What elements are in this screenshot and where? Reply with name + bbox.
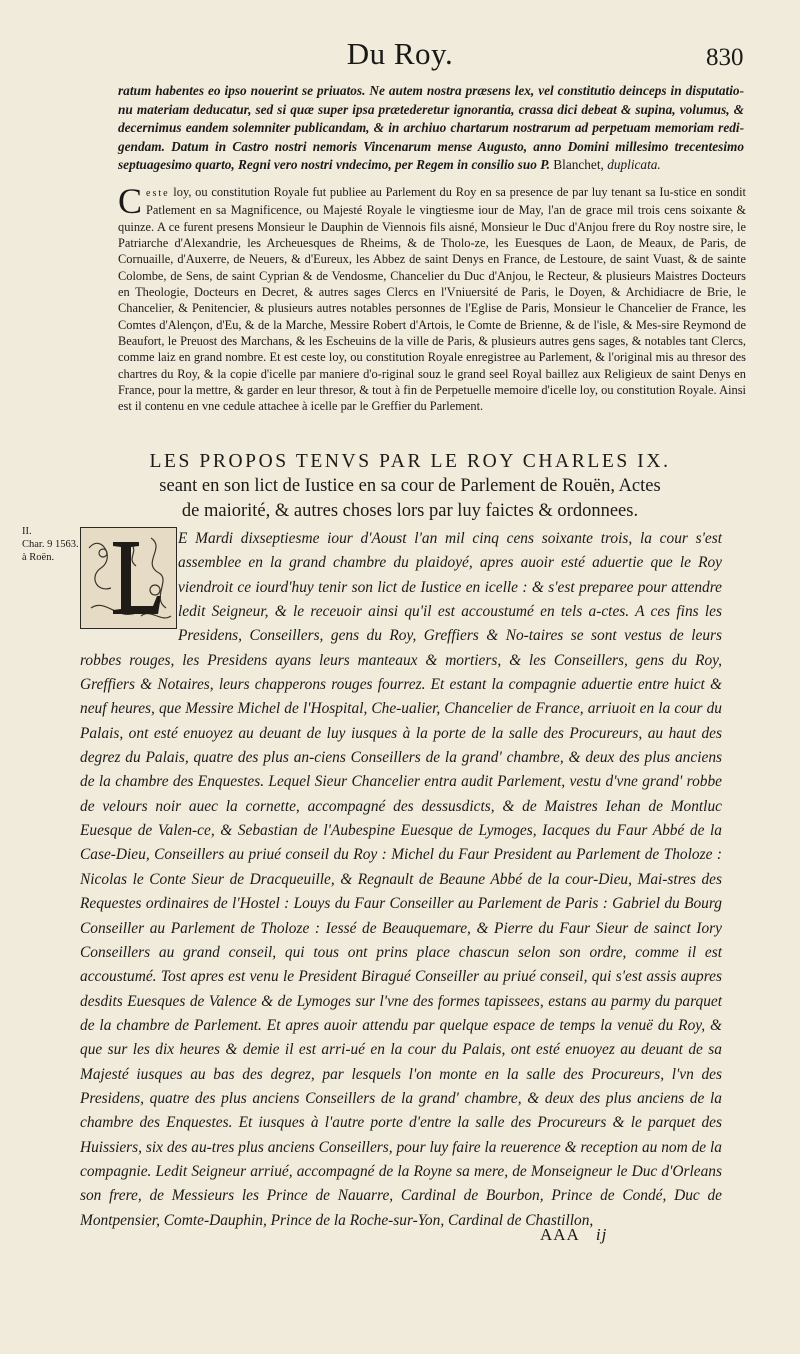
publication-note	[118, 181, 746, 415]
speech-body-text: E Mardi dixseptiesme iour d'Aoust l'an mil cinq cens soixante trois, la cour s'est assemblee en la grand chambre du plaidoyé, apres auoir esté aduertie que le Roy viendroit ce iourd'huy tenir son lict de Iustice en icelle : & s'est preparee pour attendre ledit Seigneur, & le receuoir ainsi qu'il est accoustumé en tels a-ctes. A ces fins les Presidens, Conseillers, gens du Roy, Greffiers & No-taires se sont vestus de leurs robbes rouges, les Presidens ayans leurs manteaux & mortiers, & les Conseillers, gens du Roy, Greffiers & Notaires, leurs chapperons rouges fourrez. Et estant la compagnie aduertie entre huict & neuf heures, que Messire Michel de l'Hospital, Che-ualier, Chancelier de France, arriuoit en la cour du Palais, ont esté enuoyez au deuant de luy iusques à la porte de la salle des Procureurs, au haut des degrez du Palais, quatre des plus an-ciens Conseillers de la grand' chambre, & deux des plus anciens de la chambre des Enquestes. Lequel Sieur Chancelier entra audit Parlement, vestu d'vne grand' robbe de velours noir auec la cornette, accompagné des dessusdicts, & de Maistres Iehan de Montluc Euesque de Valen-ce, & Sebastian de l'Aubespine Euesque de Lymoges, Iacques du Faur Abbé de la Case-Dieu, Conseillers au priué conseil du Roy : Michel du Faur President au Parlement de Tholoze : Nicolas le Conte Sieur de Dracqueuille, & Regnault de Beaune Abbé de la cour-Dieu, Mai-stres des Requestes ordinaires de l'Hostel : Louys du Faur Conseiller au Parlement de Paris : Gabriel du Bourg Conseiller au Parlement de Tholoze : Iessé de Beauquemare, & Pierre du Faur Sieur de sainct Iory Conseillers au grand conseil, qui tous ont prins place chascun selon son ordre, comme il est accoustumé. Tost apres est venu le President Biragué Conseiller au priué conseil, qui s'est assis aupres desdits Euesques de Valence & de Lymoges sur l'vne des formes tapissees, estans au parmy du parquet de la chambre de Parlement. Et apres auoir attendu par quelque espace de temps la venuë du Roy, & que sur les dix heures & demie il est arri-ué en la cour du Palais, ont esté enuoyez au deuant de sa Majesté iusques au bas des degrez, par lesquels l'on monte en la salle des Procureurs, l'vn des Presidens, quatre des plus anciens Conseillers de la grand' chambre, & deux des plus anciens de la chambre des Enquestes. Et iusques à l'autre porte d'entre la salle des Procureurs & le parquet des Huissiers, six des au-tres plus anciens Conseillers, pour luy faire la reuerence & reception au nom de la compagnie. Ledit Seigneur arriué, accompagné de la Royne sa mere, de Monseigneur le Duc d'Orleans son frere, de Messieurs les Prince de Nauarre, Cardinal de Bourbon, Prince de Condé, Duc de Montpensier, Comte-Dauphin, Prince de la Roche-sur-Yon, Cardinal de Chastillon,	[80, 530, 722, 1229]
signature-letters: AAA	[540, 1225, 580, 1244]
latin-signature-suffix: duplicata.	[607, 157, 661, 173]
note-body: loy, ou constitution Royale fut publiee au Parlement du Roy en sa presence de par luy tenant sa Iu-stice en sondit Patlement en sa Magnificence, ou Majesté Royale le vingtiesme iour de May, l'an de grace mil trois cens soixante & quinze. A ce furent presens Monsieur le Dauphin de Viennois fils aisné, Monsieur le Duc d'Anjou frere du Roy nostre sire, le Patriarche d'Alexandrie, les Archeuesques de Rheims, & de Tholo-ze, les Euesques de Laon, de Meaux, de Paris, de Cornuaille, d'Auxerre, de Neuers, & d'Eureux, les Abbez de saint Denys en France, de Lestoure, de saint Vuast, & de sainte Colombe, de Sens, de saint Cyprian & de Vendosme, Chancelier du Duc d'Anjou, le Recteur, & plusieurs Maistres Docteurs en Theologie, Docteurs en Decret, & autres sages Clercs en l'Vniuersité de Paris, le Doyen, & Archidiacre de Brie, le Chancelier, & Penitencier, & plusieurs autres notables personnes de l'Eglise de Paris, Monsieur le Chancelier de France, les Comtes d'Alençon, d'Eu, & de la Marche, Messire Robert d'Artois, le Comte de Brienne, & de l'isle, & Mes-sire Reymond de Beaufort, le Preuost des Marchans, & les Escheuins de la ville de Paris, & plusieurs autres gens sages, & notables tant Clercs, comme laiz en grand nombre. Et est ceste loy, ou constitution Royale enregistree au Parlement, & l'original mis au thresor des chartres du Roy, & la copie d'icelle par maniere d'o-riginal souz le grand seel Royal baillez aux Religieux de saint Denys en France, pour la mettre, & garder en leur thresor, & tout à fin de Perpetuelle memoire d'icelle loy, ou constitution Royale. Ainsi est il contenu en vne cedule attachee à icelle par le Greffier du Parlement.	[118, 185, 746, 414]
speech-heading-line1: LES PROPOS TENVS PAR LE ROY CHARLES IX.	[149, 451, 671, 472]
latin-signature: Blanchet,	[553, 157, 604, 173]
signature-number: ij	[595, 1225, 608, 1244]
note-initial: C	[118, 181, 143, 221]
running-title: Du Roy.	[346, 36, 454, 71]
signature-mark	[540, 1225, 607, 1245]
margin-note-line2: à Roën.	[22, 552, 55, 563]
speech-heading-line3: de maiorité, & autres choses lors par luy faictes & ordonnees.	[181, 501, 639, 521]
speech-heading	[60, 449, 760, 524]
speech-body	[80, 527, 722, 1233]
note-smallcaps: este	[146, 188, 170, 199]
margin-note-line1: Char. 9 1563.	[22, 539, 79, 550]
latin-body: ratum habentes eo ipso nouerint se priuatos. Ne autem nostra præsens lex, vel constitutio deinceps in disputatio-nu materiam deducatur, sed si quæ super ipsa prætederetur ignorantia, crassa dici debeat & supina, volumus, & decernimus eandem solemniter publicandam, & in archiuo chartarum nostrarum ad perpetuam memoriam redi-gendam. Datum in Castro nostri nemoris Vincenarum mense Augusto, anno Domini millesimo trecentesimo septuagesimo quarto, Regni vero nostri vndecimo, per Regem in consilio suo P.	[118, 83, 744, 173]
latin-decree-text	[118, 82, 744, 175]
margin-note	[22, 525, 82, 564]
ornamental-initial-icon	[80, 527, 177, 629]
page-number: 830	[706, 44, 744, 71]
margin-note-number: II.	[22, 526, 32, 537]
speech-heading-line2: seant en son lict de Iustice en sa cour de Parlement de Rouën, Actes	[159, 476, 661, 496]
